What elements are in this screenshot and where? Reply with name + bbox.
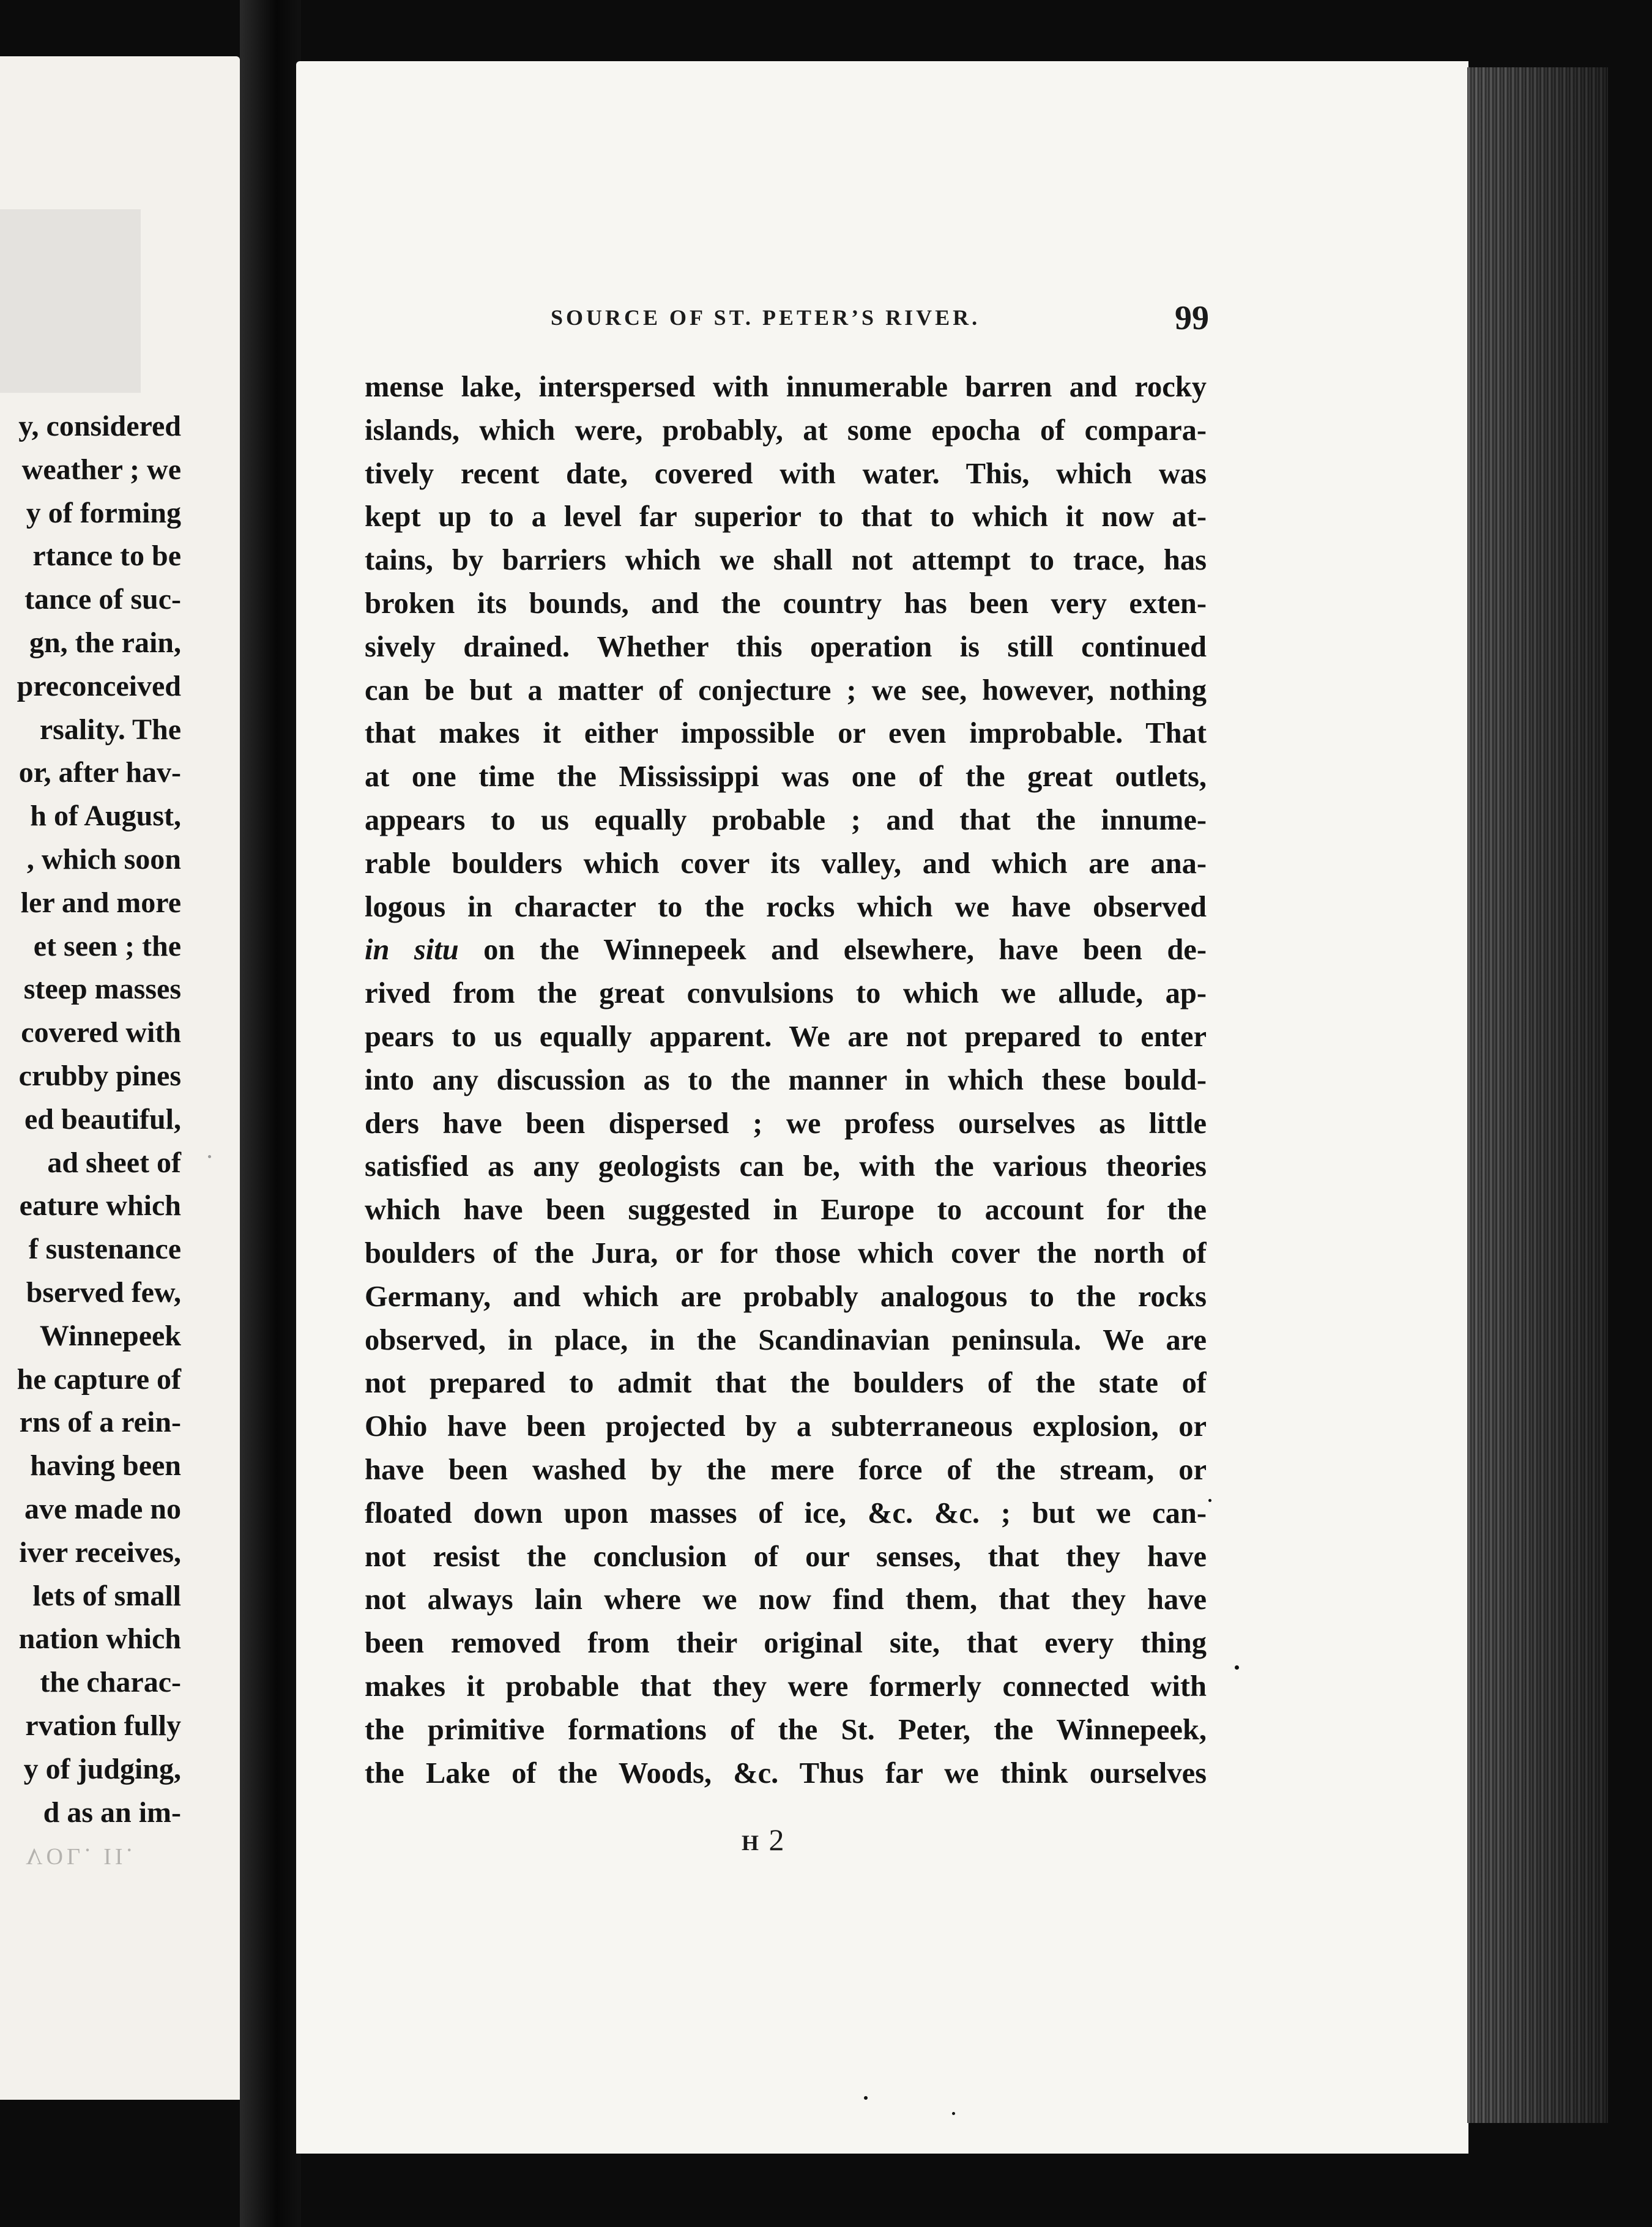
left-text-line: eature which xyxy=(19,1189,181,1222)
body-text xyxy=(365,366,1207,1795)
body-line: makes it probable that they were formerly connected with xyxy=(365,1670,1207,1703)
left-text-line: he capture of xyxy=(17,1363,181,1396)
body-line: not always lain where we now find them, that they have xyxy=(365,1583,1207,1616)
left-text-line: covered with xyxy=(21,1016,181,1049)
body-line: not resist the conclusion of our senses, that they have xyxy=(365,1540,1207,1573)
body-line xyxy=(365,929,1207,972)
ink-speck xyxy=(208,1155,211,1158)
signature-number: 2 xyxy=(768,1823,784,1857)
body-line: satisfied as any geologists can be, with the various theories xyxy=(365,1150,1207,1183)
left-text-line: having been xyxy=(30,1449,181,1482)
body-line: boulders of the Jura, or for those which cover the north of xyxy=(365,1236,1207,1270)
body-line: tively recent date, covered with water. This, which was xyxy=(365,457,1207,490)
body-line: not prepared to admit that the boulders of the state of xyxy=(365,1367,1207,1400)
left-text-line: gn, the rain, xyxy=(29,626,181,659)
left-text-line: lets of small xyxy=(32,1579,181,1612)
body-line: logous in character to the rocks which we have observed xyxy=(365,890,1207,923)
ink-speck xyxy=(952,2112,955,2115)
body-line: the primitive formations of the St. Peter, the Winnepeek, xyxy=(365,1713,1207,1746)
body-line: broken its bounds, and the country has been very exten- xyxy=(365,587,1207,620)
body-line-text: on the Winnepeek and elsewhere, have been de- xyxy=(483,934,1207,967)
body-line: at one time the Mississippi was one of the great outlets, xyxy=(365,760,1207,794)
left-facing-page xyxy=(0,56,240,2100)
left-text-line: rns of a rein- xyxy=(19,1406,181,1439)
left-text-line: h of August, xyxy=(30,800,181,833)
book-gutter xyxy=(240,0,301,2227)
body-line: been removed from their original site, that every thing xyxy=(365,1627,1207,1660)
body-line: have been washed by the mere force of the stream, or xyxy=(365,1453,1207,1486)
body-line: appears to us equally probable ; and that the innume- xyxy=(365,803,1207,836)
italic-phrase: in situ xyxy=(365,934,484,967)
left-text-line: d as an im- xyxy=(43,1796,181,1829)
left-text-line: ed beautiful, xyxy=(24,1102,181,1136)
left-text-line: rsality. The xyxy=(39,713,181,746)
body-line: mense lake, interspersed with innumerable barren and rocky xyxy=(365,371,1207,403)
left-text-line: tance of suc- xyxy=(24,583,181,616)
left-text-line: y, considered xyxy=(18,410,181,442)
body-line: the Lake of the Woods, &c. Thus far we think ourselves xyxy=(365,1757,1207,1790)
left-text-line: or, after hav- xyxy=(18,756,181,789)
left-text-line: rvation fully xyxy=(25,1709,181,1742)
signature-letter: H xyxy=(742,1831,762,1855)
left-text-line: f sustenance xyxy=(28,1233,181,1266)
body-line: kept up to a level far superior to that to which it now at- xyxy=(365,500,1207,534)
left-text-line: bserved few, xyxy=(26,1276,181,1309)
body-line: pears to us equally apparent. We are not prepared to enter xyxy=(365,1020,1207,1053)
left-text-line: rtance to be xyxy=(32,540,181,573)
body-line: sively drained. Whether this operation is still continued xyxy=(365,630,1207,663)
body-line: floated down upon masses of ice, &c. &c. ; but we can- xyxy=(365,1496,1207,1530)
left-text-line: et seen ; the xyxy=(33,929,181,962)
left-text-line: , which soon xyxy=(26,842,181,876)
running-head: SOURCE OF ST. PETER’S RIVER. xyxy=(551,305,981,330)
left-text-line: y of forming xyxy=(26,496,181,529)
body-line: Ohio have been projected by a subterraneous explosion, or xyxy=(365,1410,1207,1443)
signature-mark xyxy=(742,1822,784,1857)
body-line: which have been suggested in Europe to account for the xyxy=(365,1194,1207,1227)
page-edges xyxy=(1467,67,1608,2123)
body-line: ders have been dispersed ; we profess ourselves as little xyxy=(365,1107,1207,1140)
left-page-footer: VOL. II. xyxy=(26,1843,136,1869)
left-text-line: ave made no xyxy=(24,1492,181,1525)
body-line: rived from the great convulsions to which we allude, ap- xyxy=(365,977,1207,1010)
left-text-line: iver receives, xyxy=(19,1536,181,1569)
left-text-line: nation which xyxy=(18,1623,181,1656)
left-text-line: the charac- xyxy=(40,1666,181,1699)
body-line: islands, which were, probably, at some epocha of compara- xyxy=(365,414,1207,447)
left-text-line: preconceived xyxy=(17,669,181,702)
left-text-line: crubby pines xyxy=(18,1059,181,1092)
ink-speck xyxy=(864,2096,868,2100)
body-line: that makes it either impossible or even improbable. That xyxy=(365,717,1207,750)
body-line: observed, in place, in the Scandinavian peninsula. We are xyxy=(365,1323,1207,1356)
page-number: 99 xyxy=(1175,299,1209,337)
left-page-text xyxy=(17,405,181,1834)
left-text-line: Winnepeek xyxy=(39,1319,181,1352)
left-text-line: weather ; we xyxy=(21,453,181,486)
body-line: Germany, and which are probably analogous to the rocks xyxy=(365,1280,1207,1313)
left-page-smudge xyxy=(0,209,141,393)
ink-speck xyxy=(1208,1499,1211,1502)
left-text-line: ad sheet of xyxy=(47,1146,181,1179)
body-line: into any discussion as to the manner in which these bould- xyxy=(365,1063,1207,1096)
left-text-line: steep masses xyxy=(23,973,181,1006)
body-line: rable boulders which cover its valley, and which are ana- xyxy=(365,847,1207,880)
left-text-line: ler and more xyxy=(20,886,181,919)
body-line: tains, by barriers which we shall not attempt to trace, has xyxy=(365,544,1207,577)
left-text-line: y of judging, xyxy=(23,1752,181,1785)
body-line: can be but a matter of conjecture ; we see, however, nothing xyxy=(365,674,1207,707)
ink-speck xyxy=(1235,1665,1239,1670)
